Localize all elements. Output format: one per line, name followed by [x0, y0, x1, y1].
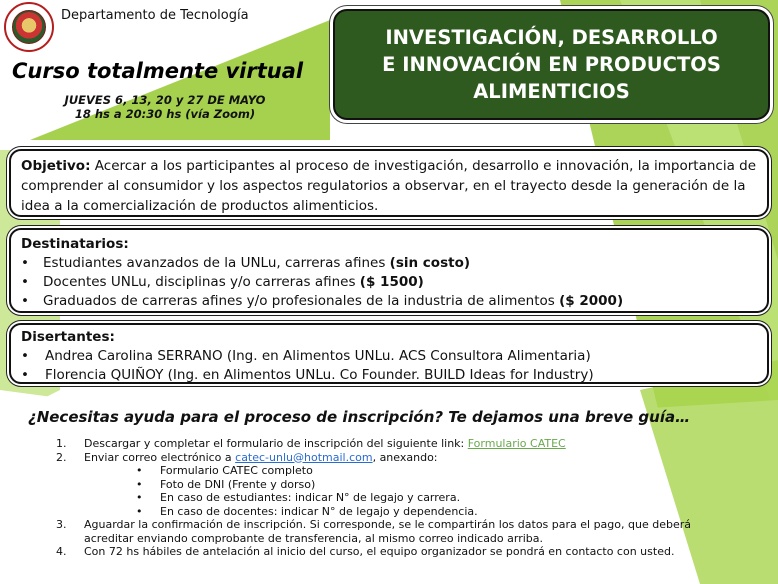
step-number: 2.	[56, 450, 67, 464]
step-number: 3.	[56, 518, 67, 531]
step-text-suffix: , anexando:	[372, 450, 438, 464]
recipients-panel	[9, 228, 769, 313]
step-text: Aguardar la confirmación de inscripción. Si corresponde, se le compartirán los datos para el pago, que deberá acreditar enviando comprobante de transferencia, al mismo correo indicado arriba.	[84, 518, 691, 545]
help-title: ¿Necesitas ayuda para el proceso de inscripción? Te dejamos una breve guía…	[28, 408, 691, 426]
email-link[interactable]: catec-unlu@hotmail.com	[235, 450, 373, 464]
registration-steps	[56, 437, 716, 559]
speakers-panel	[9, 323, 769, 384]
speakers-label: Disertantes:	[21, 329, 115, 345]
department-name: Departamento de Tecnología	[61, 8, 249, 23]
university-seal-logo	[4, 2, 54, 52]
step-item	[56, 545, 716, 559]
list-item	[21, 273, 757, 292]
speakers-list	[21, 347, 757, 385]
recipient-price: (sin costo)	[389, 255, 471, 271]
step-item	[56, 451, 716, 519]
list-item: • En caso de estudiantes: indicar N° de legajo y carrera.	[136, 491, 716, 505]
seal-emblem	[12, 10, 46, 44]
recipient-price: ($ 1500)	[359, 274, 424, 290]
dates-days: JUEVES 6, 13, 20 y 27 DE MAYO	[64, 93, 266, 107]
recipient-text: Graduados de carreras afines y/o profesionales de la industria de alimentos	[43, 293, 560, 309]
step-item	[56, 437, 716, 451]
recipients-label: Destinatarios:	[21, 236, 129, 252]
recipient-text: Estudiantes avanzados de la UNLu, carreras afines	[43, 255, 390, 271]
recipient-price: ($ 2000)	[559, 293, 624, 309]
step-number: 1.	[56, 437, 67, 450]
course-title-box	[333, 9, 770, 120]
step-text: Con 72 hs hábiles de antelación al inicio del curso, el equipo organizador se pondrá en contacto con usted.	[84, 545, 675, 558]
dates-hours: 18 hs a 20:30 hs (vía Zoom)	[74, 107, 256, 121]
course-dates	[0, 93, 330, 121]
recipient-text: Docentes UNLu, disciplinas y/o carreras afines	[43, 274, 360, 290]
list-item: • En caso de docentes: indicar N° de legajo y dependencia.	[136, 505, 716, 519]
recipients-list	[21, 254, 757, 311]
objective-panel	[9, 149, 769, 217]
objective-text: Acercar a los participantes al proceso de investigación, desarrollo e innovación, la importancia de comprender al consumidor y los aspectos regulatorios a observar, en el trayecto desde la generación de la idea a la comercialización de productos alimenticios.	[21, 158, 757, 214]
attachments-list	[136, 464, 716, 518]
form-link[interactable]: Formulario CATEC	[467, 437, 566, 450]
list-item: • Andrea Carolina SERRANO (Ing. en Alimentos UNLu. ACS Consultora Alimentaria)	[21, 347, 757, 366]
list-item: • Florencia QUIÑOY (Ing. en Alimentos UNLu. Co Founder. BUILD Ideas for Industry)	[21, 366, 757, 385]
list-item: • Formulario CATEC completo	[136, 464, 716, 478]
step-item	[56, 518, 716, 545]
list-item	[21, 292, 757, 311]
step-text: Enviar correo electrónico a	[84, 450, 236, 464]
title-line-2: E INNOVACIÓN EN PRODUCTOS	[382, 53, 721, 76]
title-line-3: ALIMENTICIOS	[473, 80, 630, 103]
course-modality: Curso totalmente virtual	[12, 59, 304, 83]
step-text: Descargar y completar el formulario de inscripción del siguiente link:	[84, 437, 468, 450]
title-line-1: INVESTIGACIÓN, DESARROLLO	[385, 26, 718, 49]
list-item: • Foto de DNI (Frente y dorso)	[136, 478, 716, 492]
step-number: 4.	[56, 545, 67, 558]
objective-label: Objetivo:	[21, 158, 91, 174]
list-item	[21, 254, 757, 273]
